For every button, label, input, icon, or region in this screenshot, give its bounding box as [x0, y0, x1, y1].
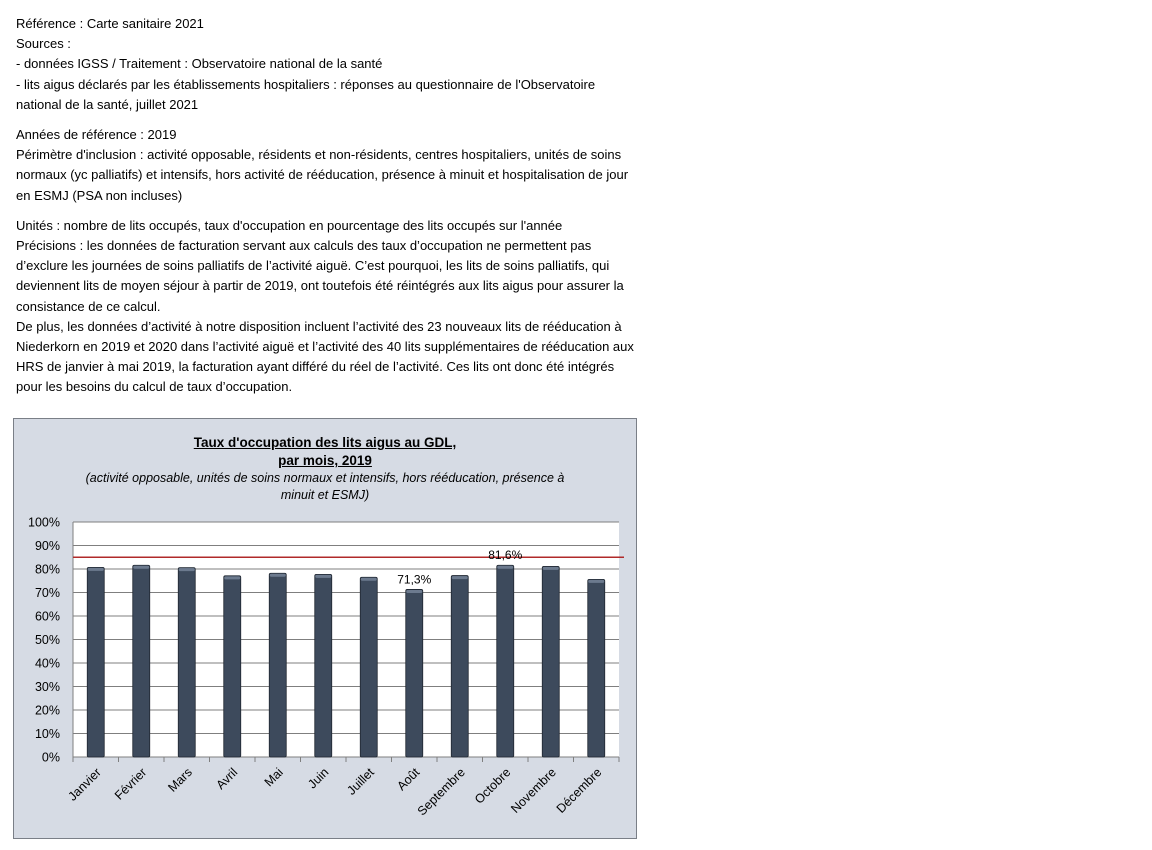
x-tick-label: Juin [305, 765, 332, 792]
x-tick-label: Février [111, 765, 150, 803]
y-tick-label: 40% [34, 656, 60, 671]
bar-cap [88, 568, 104, 571]
note-line: HRS de janvier à mai 2019, la facturation ayant différé du réel de l’activité. Ces lits ont donc été intégrés [16, 359, 615, 375]
x-tick-label: Mars [165, 765, 195, 795]
note-line: normaux (yc palliatifs) et intensifs, hors activité de rééducation, présence à minuit et hospitalisation de jour [16, 167, 629, 183]
note-line: - lits aigus déclarés par les établissements hospitaliers : réponses au questionnaire de l'Observatoire [16, 76, 596, 92]
bar-cap [543, 567, 559, 570]
y-tick-label: 90% [34, 539, 60, 553]
chart-subtitle-line: (activité opposable, unités de soins normaux et intensifs, hors rééducation, présence à [85, 471, 565, 485]
bar-cap [315, 575, 331, 578]
bar-cap [406, 590, 422, 593]
x-tick-label: Octobre [472, 765, 514, 807]
note-line: national de la santé, juillet 2021 [16, 96, 199, 112]
note-line: De plus, les données d’activité à notre disposition incluent l’activité des 23 nouveaux lits de rééducation à [16, 318, 622, 334]
x-tick-label: Septembre [414, 765, 468, 819]
note-line: Précisions : les données de facturation servant aux calculs des taux d’occupation ne permettent pas [16, 238, 592, 254]
notes-block [16, 14, 696, 398]
x-tick-label: Avril [213, 765, 241, 793]
bar [315, 574, 332, 757]
x-tick-label: Janvier [65, 765, 104, 804]
y-tick-label: 80% [34, 562, 60, 577]
note-line: Référence : Carte sanitaire 2021 [16, 16, 204, 31]
bar [542, 566, 559, 757]
data-label: 81,6% [488, 548, 523, 563]
x-tick-label: Août [394, 765, 423, 794]
bar-cap [133, 566, 149, 569]
bar-cap [588, 580, 604, 583]
y-tick-label: 60% [34, 609, 60, 624]
bar [360, 577, 377, 757]
x-tick-label: Novembre [508, 765, 559, 816]
note-line: Années de référence : 2019 [16, 127, 177, 143]
bar-cap [224, 576, 240, 579]
bar [178, 568, 195, 757]
data-label: 71,3% [397, 572, 432, 587]
chart-title-line: Taux d'occupation des lits aigus au GDL, [193, 435, 457, 450]
note-line: Sources : [16, 36, 71, 52]
note-line: consistance de ce calcul. [16, 298, 161, 314]
bar-cap [497, 566, 513, 569]
y-tick-label: 10% [34, 727, 60, 741]
x-tick-label: Juillet [344, 765, 377, 798]
bar-cap [452, 576, 468, 579]
chart-title-line: par mois, 2019 [278, 453, 372, 468]
y-tick-label: 70% [34, 586, 60, 600]
chart-frame [13, 418, 637, 839]
note-line: Périmètre d'inclusion : activité opposable, résidents et non-résidents, centres hospitaliers, unités de soins [16, 147, 622, 163]
y-tick-label: 20% [34, 703, 60, 718]
x-tick-label: Mai [261, 765, 286, 790]
bar [451, 576, 468, 757]
note-line: Niederkorn en 2019 et 2020 dans l’activité aiguë et l’activité des 40 lits supplémentaires de rééducation aux [16, 339, 634, 355]
y-tick-label: 0% [41, 750, 60, 765]
bar-cap [270, 574, 286, 577]
note-line: d’exclure les journées de soins palliatifs de l’activité aiguë. C’est pourquoi, les lits de soins palliatifs, qui [16, 258, 610, 274]
bar [133, 565, 150, 757]
bar [87, 567, 104, 757]
x-tick-label: Décembre [553, 765, 605, 816]
bar [497, 565, 514, 757]
y-tick-label: 100% [28, 515, 60, 530]
chart-subtitle-line: minuit et ESMJ) [280, 488, 370, 502]
y-tick-label: 30% [34, 680, 60, 694]
y-tick-label: 50% [34, 633, 60, 647]
note-line: Unités : nombre de lits occupés, taux d'occupation en pourcentage des lits occupés sur l'année [16, 217, 563, 233]
note-line: - données IGSS / Traitement : Observatoire national de la santé [16, 56, 383, 72]
bar-chart [14, 419, 636, 838]
bar [269, 573, 286, 757]
note-line: pour les besoins du calcul de taux d’occupation. [16, 379, 293, 395]
note-line: en ESMJ (PSA non incluses) [16, 187, 183, 203]
bar [406, 589, 423, 757]
bar [224, 576, 241, 757]
note-line: deviennent lits de moyen séjour à partir de 2019, ont toutefois été réintégrés aux lits aigus pour assurer la [16, 278, 624, 294]
bar [588, 579, 605, 757]
bar-cap [179, 568, 195, 571]
bar-cap [361, 578, 377, 581]
